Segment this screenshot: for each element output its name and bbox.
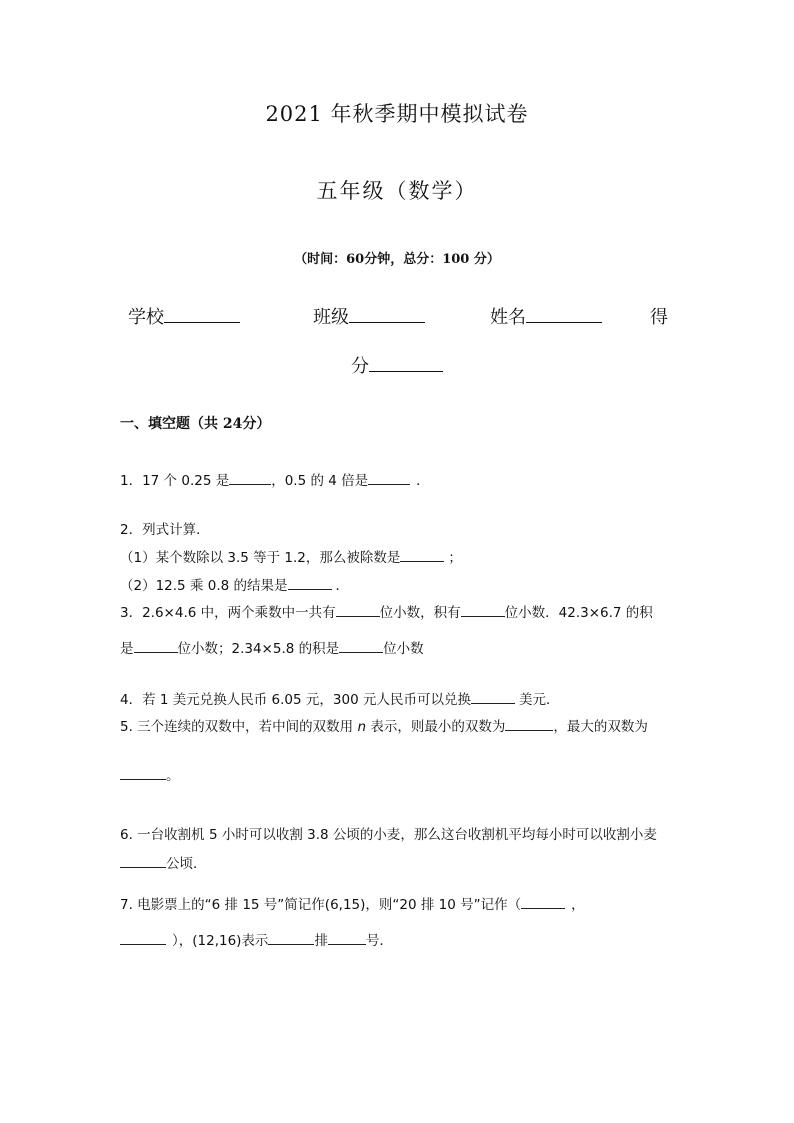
score-label-part1: 得 [650,307,668,328]
question-1: 1．17 个 0.25 是 ，0.5 的 4 倍是 ． [120,473,430,489]
question-3-line-1: 3．2.6×4.6 中，两个乘数中一共有 位小数，积有 位小数．42.3×6.7 的积 [120,605,653,621]
answer-blank [229,471,271,485]
variable-n: n [357,719,367,735]
answer-blank [120,854,166,868]
name-field [490,303,602,329]
answer-blank [521,895,565,909]
answer-blank [471,690,515,704]
school-label: 学校 [128,307,164,328]
answer-blank [400,548,444,562]
school-blank [164,321,240,323]
answer-blank [268,931,314,945]
answer-blank [339,639,383,653]
section-1-heading: 一、填空题（共 24分） [120,416,271,432]
question-2-stem: 2．列式计算． [120,522,210,538]
question-3-line-2: 是 位小数；2.34×5.8 的积是 位小数 [120,641,424,657]
score-field [351,352,443,378]
answer-blank [120,931,166,945]
answer-blank [134,639,178,653]
answer-blank [368,471,410,485]
time-note: （时间：60分钟，总分：100 分） [294,252,500,267]
question-7-line-2: ），(12,16)表示 排 号． [120,931,393,950]
name-blank [526,321,602,323]
question-7-line-1: 7. 电影票上的“6 排 15 号”简记作(6,15)，则“20 排 10 号”记作（ ， [120,897,585,913]
question-2-part-1: （1）某个数除以 3.5 等于 1.2，那么被除数是 ； [120,550,462,566]
question-6-line-2: 公顷． [120,854,207,873]
answer-blank [288,576,332,590]
class-blank [349,321,425,323]
answer-blank [336,603,380,617]
answer-blank [505,717,553,731]
score-label-part2: 分 [351,356,369,377]
question-5-line-2: 。 [120,766,180,785]
answer-blank [120,766,166,780]
score-blank [369,370,443,372]
name-label: 姓名 [490,307,526,328]
exam-subtitle: 五年级（数学） [316,179,478,203]
class-label: 班级 [313,307,349,328]
question-5-line-1: 5. 三个连续的双数中，若中间的双数用 n 表示，则最小的双数为 ，最大的双数为 [120,719,648,735]
school-field [128,303,240,329]
exam-title: 2021 年秋季期中模拟试卷 [265,102,529,126]
answer-blank [461,603,505,617]
question-2-part-2: （2）12.5 乘 0.8 的结果是 ． [120,578,349,594]
answer-blank [328,931,366,945]
class-field [313,303,425,329]
question-4: 4．若 1 美元兑换人民币 6.05 元，300 元人民币可以兑换 美元． [120,692,560,708]
question-6-line-1: 6. 一台收割机 5 小时可以收割 3.8 公顷的小麦，那么这台收割机平均每小时可以收割小麦 [120,827,657,843]
